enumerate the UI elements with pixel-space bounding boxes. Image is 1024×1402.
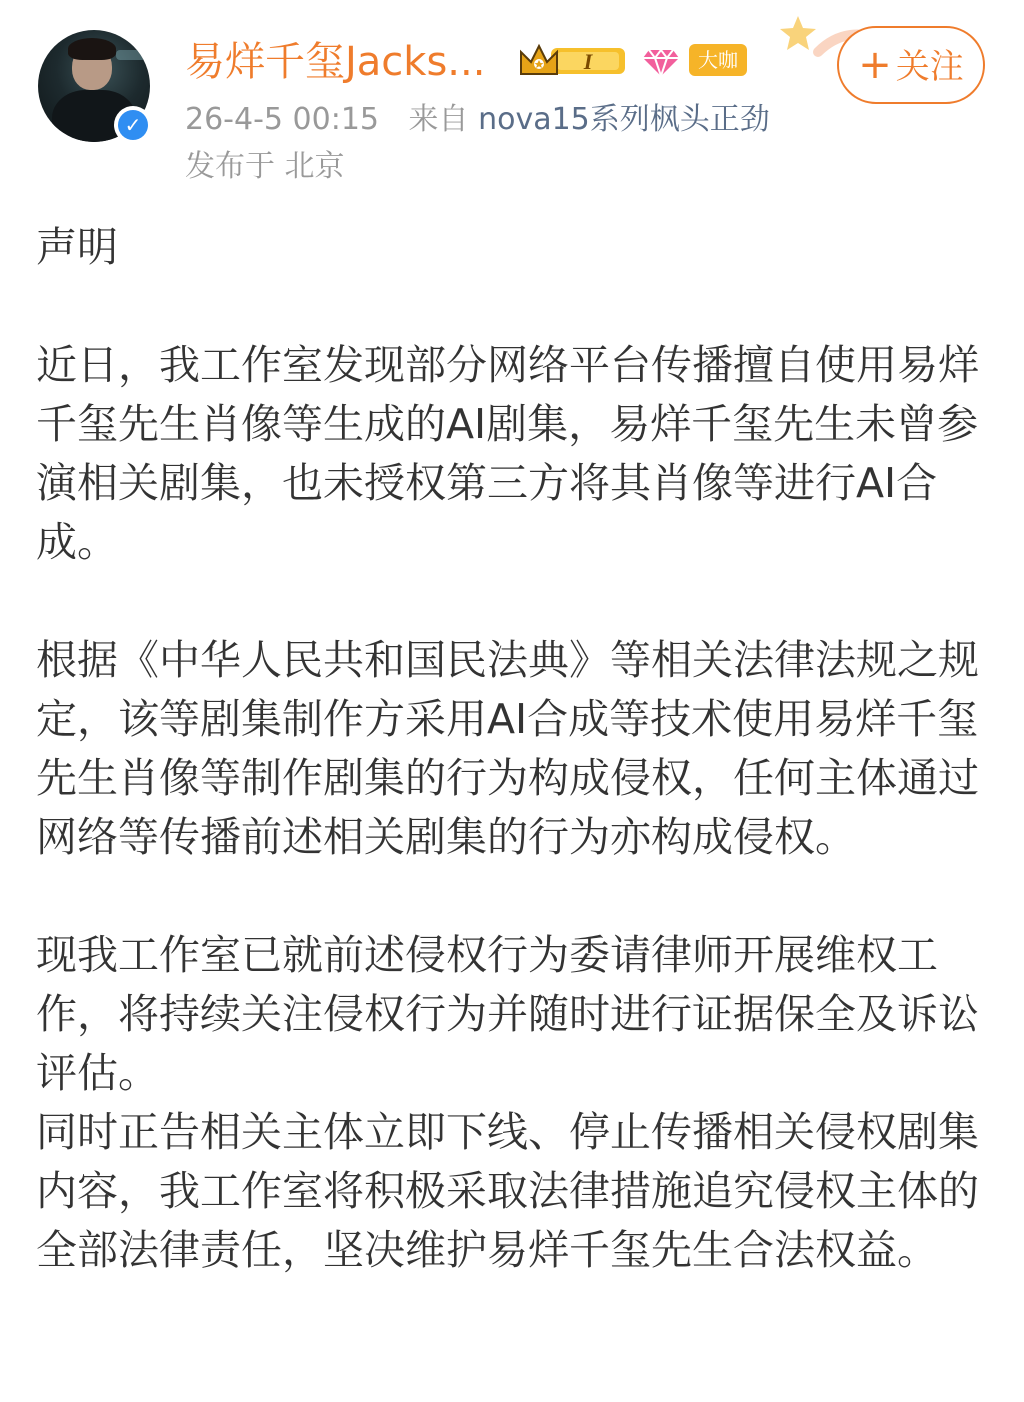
post-paragraph-1: 近日，我工作室发现部分网络平台传播擅自使用易烊千玺先生肖像等生成的AI剧集，易烊千玺先生未曾参演相关剧集，也未授权第三方将其肖像等进行AI合成。 [36,341,979,566]
paragraph-gap [36,867,988,926]
crown-level-icon[interactable] [517,40,629,80]
from-label: 来自 [408,102,469,137]
post-title: 声明 [36,223,118,271]
author-name[interactable]: 易烊千玺Jacks... [185,39,486,85]
post-location: 发布于 北京 [185,149,345,184]
avatar-hair [68,38,116,60]
plus-icon: + [858,42,892,88]
verified-icon [114,106,152,144]
post-content [36,218,988,1280]
post-header [0,0,1024,200]
post-paragraph-4: 同时正告相关主体立即下线、停止传播相关侵权剧集内容，我工作室将积极采取法律措施追究侵权主体的全部法律责任，坚决维护易烊千玺先生合法权益。 [36,1108,979,1274]
avatar-background-light [116,50,146,60]
post-paragraph-2: 根据《中华人民共和国民法典》等相关法律法规之规定，该等剧集制作方采用AI合成等技术使用易烊千玺先生肖像等制作剧集的行为构成侵权，任何主体通过网络等传播前述相关剧集的行为亦构成侵权。 [36,636,979,861]
follow-label: 关注 [895,47,964,87]
post-paragraph-3: 现我工作室已就前述侵权行为委请律师开展维权工作，将持续关注侵权行为并随时进行证据保全及诉讼评估。 [36,931,979,1097]
follow-button[interactable] [837,26,985,104]
post-meta [185,98,770,142]
post-timestamp: 26-4-5 00:15 [185,102,379,137]
daka-badge[interactable]: 大咖 [689,44,747,76]
device-link[interactable]: nova15系列枫头正劲 [478,102,770,137]
paragraph-gap [36,277,988,336]
crown-level-text: I [583,49,593,74]
verified-check-icon: ✓ [118,110,148,140]
diamond-icon[interactable] [641,40,681,80]
paragraph-gap [36,572,988,631]
